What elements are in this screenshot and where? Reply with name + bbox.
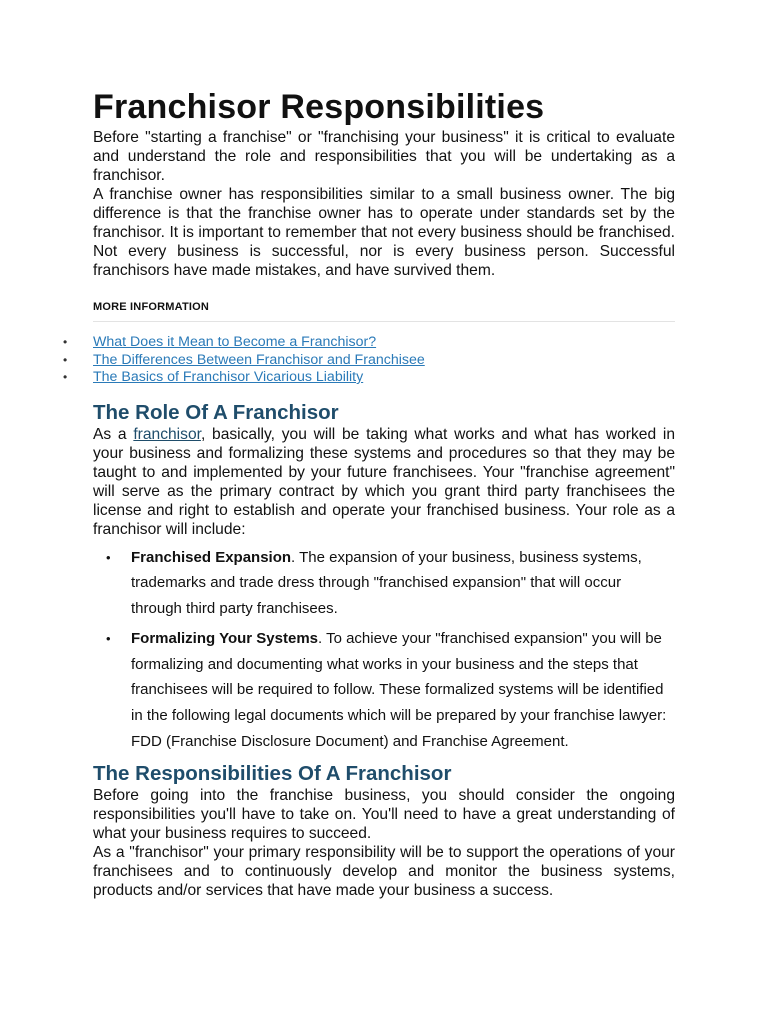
role-item-text: . The expansion of your business, business systems, trademarks and trade dress through "franchised expansion" that will occur through third party franchisees. xyxy=(131,548,642,617)
role-item-title: Franchised Expansion xyxy=(131,548,292,566)
list-item xyxy=(63,334,675,352)
bullet-icon: • xyxy=(63,335,68,349)
role-paragraph-start: As a xyxy=(93,425,134,443)
list-item xyxy=(63,369,675,387)
list-item xyxy=(93,545,675,622)
list-item xyxy=(93,626,675,754)
article xyxy=(63,86,675,900)
bullet-icon: • xyxy=(106,631,111,647)
section-heading-responsibilities: The Responsibilities Of A Franchisor xyxy=(93,762,452,786)
responsibilities-paragraph-2: As a "franchisor" your primary responsibility will be to support the operations of your franchisees and to continuously develop and monitor the business systems, products and/or services that have made your business a success. xyxy=(93,844,675,900)
responsibilities-paragraph-1: Before going into the franchise business, you should consider the ongoing responsibilities you'll have to take on. You'll need to have a great understanding of what your business requires to succeed. xyxy=(93,787,675,843)
link-become-franchisor[interactable]: What Does it Mean to Become a Franchisor? xyxy=(93,334,377,350)
role-item-text: . To achieve your "franchised expansion" you will be formalizing and documenting what works in your business and the steps that franchisees will be required to follow. These formalized systems will be identified in the following legal documents which will be prepared by your franchise lawyer: FDD (Franchise Disclosure Document) and Franchise Agreement. xyxy=(131,630,667,750)
role-paragraph xyxy=(93,425,675,539)
role-paragraph-rest: , basically, you will be taking what works and what has worked in your business and formalizing these systems and procedures so that they may be taught to and implemented by your future franchisees. Your "franchise agreement" will serve as the primary contract by which you grant third party franchisees the license and right to establish and operate your franchised business. Your role as a franchisor will include: xyxy=(93,425,675,538)
section-heading-role: The Role Of A Franchisor xyxy=(93,400,339,424)
more-information-heading: MORE INFORMATION xyxy=(93,300,675,322)
franchisor-link[interactable]: franchisor xyxy=(133,425,201,443)
bullet-icon: • xyxy=(106,549,111,565)
bullet-icon: • xyxy=(63,370,68,384)
intro-paragraph-2: A franchise owner has responsibilities similar to a small business owner. The big difference is that the franchise owner has to operate under standards set by the franchisor. It is important to remember that not every business should be franchised. Not every business is successful, nor is every business person. Successful franchisors have made mistakes, and have survived them. xyxy=(93,186,675,279)
page-title: Franchisor Responsibilities xyxy=(93,88,545,126)
intro-paragraph-1: Before "starting a franchise" or "franchising your business" it is critical to evaluate and understand the role and responsibilities that you will be undertaking as a franchisor. xyxy=(93,129,675,184)
bullet-icon: • xyxy=(63,352,68,367)
list-item xyxy=(63,352,675,370)
link-vicarious-liability[interactable]: The Basics of Franchisor Vicarious Liability xyxy=(93,369,364,385)
more-information-links xyxy=(63,334,675,387)
role-list xyxy=(93,545,675,755)
role-item-title: Formalizing Your Systems xyxy=(131,630,318,648)
link-franchisor-vs-franchisee[interactable]: The Differences Between Franchisor and Franchisee xyxy=(93,351,425,368)
